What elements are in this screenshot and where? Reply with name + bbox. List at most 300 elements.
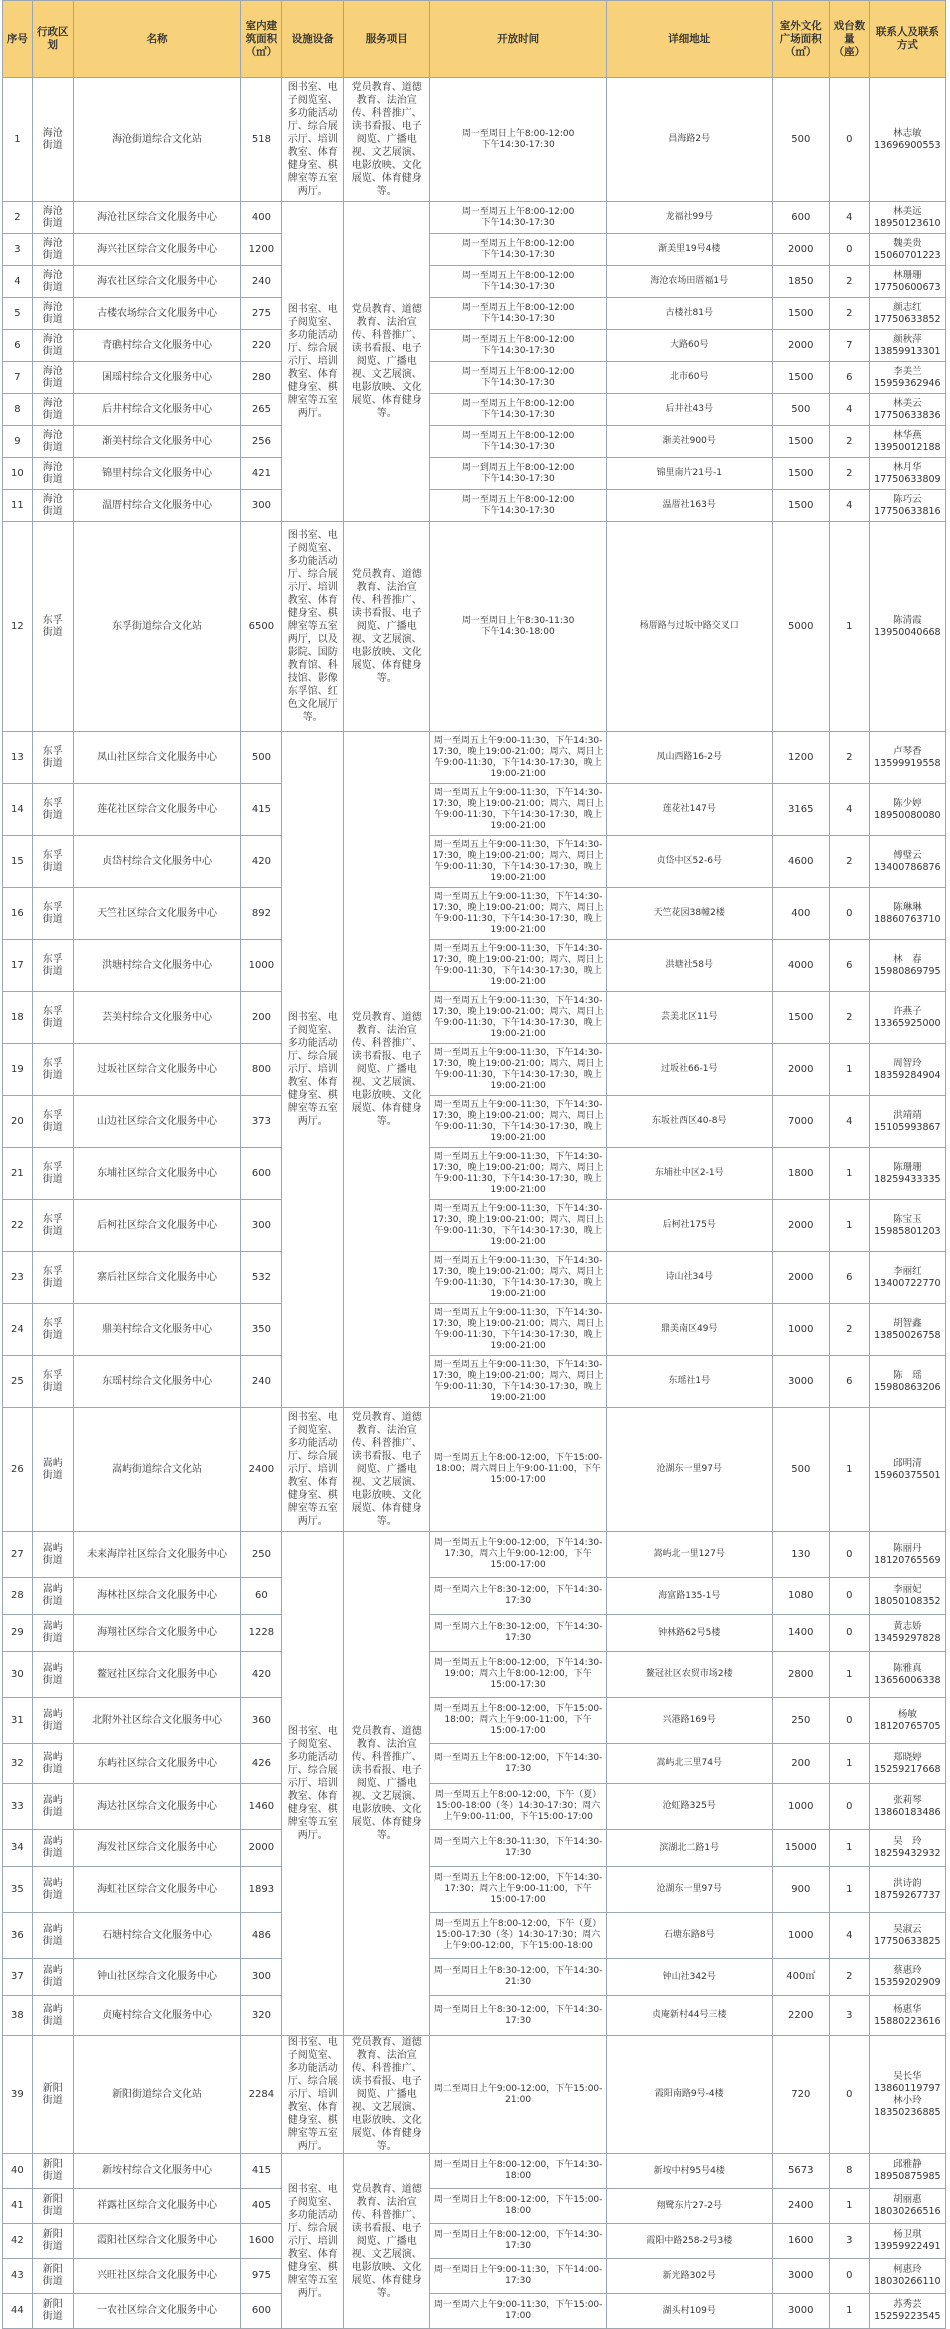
row-area: 嵩屿 街道: [32, 1408, 73, 1532]
row-number: 2: [3, 202, 33, 234]
row-address: 海富路135-1号: [606, 1578, 772, 1615]
row-address: 东埔社中区2-1号: [606, 1148, 772, 1200]
row-hours: 周一至周五上午8:00-12:00，下午（夏）15:00-17:30（冬）14:30-17:30；周六上午9:00-12:00，下午15:00-18:00: [430, 1913, 607, 1959]
table-row: [3, 1830, 946, 1867]
row-name: 温厝村综合文化服务中心: [73, 490, 241, 522]
row-number: 37: [3, 1959, 33, 1996]
row-contact: 林华燕 13950012188: [869, 426, 945, 458]
row-address: 锦里南片21号-1: [606, 458, 772, 490]
row-stage-count: 4: [829, 490, 869, 522]
row-name: 古楼农场综合文化服务中心: [73, 298, 241, 330]
row-contact: 苏秀芸 15259223545: [869, 2294, 945, 2329]
row-number: 11: [3, 490, 33, 522]
row-hours: 周一至周日上午8:00-12:00 下午14:30-17:30: [430, 78, 607, 202]
row-area: 东孚 街道: [32, 1356, 73, 1408]
row-name: 后柯社区综合文化服务中心: [73, 1200, 241, 1252]
row-stage-count: 1: [829, 1044, 869, 1096]
row-contact: 傅璧云 13400786876: [869, 836, 945, 888]
row-hours: 周一至周五上午8:00-12:00 下午14:30-17:30: [430, 394, 607, 426]
row-contact: 张莉琴 13860183486: [869, 1784, 945, 1830]
row-indoor-area: 405: [241, 2189, 282, 2224]
row-address: 东瑶社1号: [606, 1356, 772, 1408]
row-number: 13: [3, 732, 33, 784]
row-name: 莲花社区综合文化服务中心: [73, 784, 241, 836]
row-indoor-area: 420: [241, 1652, 282, 1698]
row-number: 9: [3, 426, 33, 458]
row-outdoor-area: 400㎡: [772, 1959, 829, 1996]
row-contact: 李美兰 15959362946: [869, 362, 945, 394]
row-indoor-area: 415: [241, 784, 282, 836]
row-stage-count: 2: [829, 732, 869, 784]
row-area: 东孚 街道: [32, 940, 73, 992]
row-hours: 周一至周五上午9:00-11:30，下午14:30-17:30，晚上19:00-21:00；周六、周日上午9:00-11:30，下午14:30-17:30，晚上19:00-21:00: [430, 1148, 607, 1200]
row-hours: 周一至周日上午8:30-11:30 下午14:30-18:00: [430, 522, 607, 732]
row-indoor-area: 486: [241, 1913, 282, 1959]
row-name: 祥露社区综合文化服务中心: [73, 2189, 241, 2224]
row-number: 7: [3, 362, 33, 394]
row-hours: 周一至周五上午9:00-11:30，下午14:30-17:30，晚上19:00-21:00；周六、周日上午9:00-11:30，下午14:30-17:30，晚上19:00-21:00: [430, 1044, 607, 1096]
row-address: 渐美社900号: [606, 426, 772, 458]
table-row: [3, 1304, 946, 1356]
row-number: 3: [3, 234, 33, 266]
table-row: [3, 1652, 946, 1698]
row-hours: 周一至周五上午9:00-11:30，下午14:30-17:30，晚上19:00-21:00；周六、周日上午9:00-11:30，下午14:30-17:30，晚上19:00-21:00: [430, 940, 607, 992]
row-contact: 邱雅静 18950875985: [869, 2154, 945, 2189]
row-number: 29: [3, 1615, 33, 1652]
row-area: 海沧 街道: [32, 362, 73, 394]
row-stage-count: 0: [829, 1698, 869, 1744]
table-row: [3, 522, 946, 732]
row-contact: 林志敏 13696900553: [869, 78, 945, 202]
row-number: 8: [3, 394, 33, 426]
row-area: 海沧 街道: [32, 426, 73, 458]
row-contact: 林美云 17750633836: [869, 394, 945, 426]
row-stage-count: 4: [829, 1913, 869, 1959]
row-area: 嵩屿 街道: [32, 1996, 73, 2036]
row-area: 新阳 街道: [32, 2259, 73, 2294]
row-name: 海虹社区综合文化服务中心: [73, 1867, 241, 1913]
row-stage-count: 0: [829, 1532, 869, 1578]
row-indoor-area: 360: [241, 1698, 282, 1744]
row-area: 嵩屿 街道: [32, 1830, 73, 1867]
culture-center-table: [2, 0, 946, 2329]
row-equipment: 图书室、电子阅览室、多功能活动厅、综合展示厅、培训教室、体育健身室、棋牌室等五室两厅。: [282, 1408, 344, 1532]
row-contact: 周智玲 18359284904: [869, 1044, 945, 1096]
table-row: [3, 1356, 946, 1408]
row-stage-count: 4: [829, 1096, 869, 1148]
row-area: 嵩屿 街道: [32, 1652, 73, 1698]
row-hours: 周一至周五上午9:00-12:00，下午14:30-17:30，周六上午9:00-12:00，下午15:00-17:00: [430, 1532, 607, 1578]
row-outdoor-area: 3000: [772, 1356, 829, 1408]
row-area: 东孚 街道: [32, 522, 73, 732]
row-indoor-area: 1228: [241, 1615, 282, 1652]
row-stage-count: 1: [829, 1744, 869, 1784]
row-number: 19: [3, 1044, 33, 1096]
table-row: [3, 2294, 946, 2329]
row-area: 海沧 街道: [32, 458, 73, 490]
row-outdoor-area: 500: [772, 78, 829, 202]
row-indoor-area: 300: [241, 1200, 282, 1252]
row-stage-count: 7: [829, 330, 869, 362]
row-area: 东孚 街道: [32, 992, 73, 1044]
row-address: 凤山西路16-2号: [606, 732, 772, 784]
row-outdoor-area: 3165: [772, 784, 829, 836]
row-outdoor-area: 4000: [772, 940, 829, 992]
row-stage-count: 0: [829, 78, 869, 202]
row-name: 海农社区综合文化服务中心: [73, 266, 241, 298]
row-area: 东孚 街道: [32, 1304, 73, 1356]
row-hours: 周一至周五上午8:00-12:00，下午14:30-17:30；周六上午9:00-11:00，下午15:00-17:00: [430, 1867, 607, 1913]
table-row: [3, 202, 946, 234]
row-stage-count: 0: [829, 2259, 869, 2294]
row-number: 34: [3, 1830, 33, 1867]
row-outdoor-area: 3000: [772, 2259, 829, 2294]
row-hours: 周一至周五上午8:00-12:00，下午15:00-18:00；周六周日上午9:00-11:00，下午15:00-17:00: [430, 1408, 607, 1532]
row-name: 海翔社区综合文化服务中心: [73, 1615, 241, 1652]
row-name: 石塘村综合文化服务中心: [73, 1913, 241, 1959]
row-address: 海沧农场田厝福1号: [606, 266, 772, 298]
row-address: 东坂社西区40-8号: [606, 1096, 772, 1148]
table-row: [3, 1913, 946, 1959]
row-hours: 周一至周五上午9:00-11:30，下午14:30-17:30，晚上19:00-21:00；周六、周日上午9:00-11:30，下午14:30-17:30，晚上19:00-21:00: [430, 784, 607, 836]
row-number: 23: [3, 1252, 33, 1304]
row-area: 新阳 街道: [32, 2036, 73, 2154]
row-indoor-area: 415: [241, 2154, 282, 2189]
row-stage-count: 0: [829, 234, 869, 266]
row-number: 44: [3, 2294, 33, 2329]
table-row: [3, 78, 946, 202]
row-hours: 周一至周五上午9:00-11:30，下午14:30-17:30，晚上19:00-21:00；周六、周日上午9:00-11:30，下午14:30-17:30，晚上19:00-21:00: [430, 1200, 607, 1252]
row-hours: 周一至周五上午9:00-11:30，下午14:30-17:30，晚上19:00-21:00；周六、周日上午9:00-11:30，下午14:30-17:30，晚上19:00-21:00: [430, 1304, 607, 1356]
table-row: [3, 2189, 946, 2224]
row-name: 新阳街道综合文化站: [73, 2036, 241, 2154]
row-outdoor-area: 720: [772, 2036, 829, 2154]
row-stage-count: 2: [829, 992, 869, 1044]
table-row: [3, 266, 946, 298]
row-outdoor-area: 1080: [772, 1578, 829, 1615]
row-services: 党员教育、道德教育、法治宣传、科普推广、读书看报、电子阅览、广播电视、文艺展演、电影放映、文化展览、体育健身等。: [344, 522, 430, 732]
table-row: [3, 1096, 946, 1148]
row-area: 嵩屿 街道: [32, 1913, 73, 1959]
row-area: 海沧 街道: [32, 78, 73, 202]
row-indoor-area: 1893: [241, 1867, 282, 1913]
row-outdoor-area: 200: [772, 1744, 829, 1784]
row-indoor-area: 220: [241, 330, 282, 362]
table-row: [3, 940, 946, 992]
row-stage-count: 2: [829, 1304, 869, 1356]
row-hours: 周一至周五上午8:00-12:00，下午14:30-19:00；周六上午8:00-12:00，下午15:00-17:30: [430, 1652, 607, 1698]
row-outdoor-area: 400: [772, 888, 829, 940]
row-area: 东孚 街道: [32, 1200, 73, 1252]
row-contact: 杨敏 18120765705: [869, 1698, 945, 1744]
row-hours: 周一至周五上午8:00-12:00 下午14:30-17:30: [430, 298, 607, 330]
table-row: [3, 2036, 946, 2154]
row-stage-count: 4: [829, 202, 869, 234]
row-name: 鳌冠社区综合文化服务中心: [73, 1652, 241, 1698]
table-row: [3, 1578, 946, 1615]
row-contact: 洪诗韵 18759267737: [869, 1867, 945, 1913]
row-name: 嵩屿街道综合文化站: [73, 1408, 241, 1532]
row-address: 温厝社163号: [606, 490, 772, 522]
row-name: 未来海岸社区综合文化服务中心: [73, 1532, 241, 1578]
row-number: 35: [3, 1867, 33, 1913]
row-hours: 周一至周五上午8:00-12:00 下午14:30-17:30: [430, 266, 607, 298]
row-area: 海沧 街道: [32, 234, 73, 266]
table-row: [3, 234, 946, 266]
table-row: [3, 1959, 946, 1996]
row-services: 党员教育、道德教育、法治宣传、科普推广、读书看报、电子阅览、广播电视、文艺展演、电影放映、文化展览、体育健身等。: [344, 2154, 430, 2329]
row-stage-count: 4: [829, 394, 869, 426]
row-indoor-area: 275: [241, 298, 282, 330]
row-address: 北市60号: [606, 362, 772, 394]
row-contact: 杨惠华 15880223616: [869, 1996, 945, 2036]
row-hours: 周一至周五上午9:00-11:30，下午14:30-17:30，晚上19:00-21:00；周六、周日上午9:00-11:30，下午14:30-17:30，晚上19:00-21:00: [430, 1356, 607, 1408]
row-indoor-area: 60: [241, 1578, 282, 1615]
row-name: 青礁村综合文化服务中心: [73, 330, 241, 362]
row-area: 新阳 街道: [32, 2189, 73, 2224]
row-outdoor-area: 5673: [772, 2154, 829, 2189]
header-stage-count: 戏台数量（座）: [829, 1, 869, 78]
row-name: 洪塘村综合文化服务中心: [73, 940, 241, 992]
row-stage-count: 0: [829, 1615, 869, 1652]
table-body: [3, 78, 946, 2329]
header-area: 行政区划: [32, 1, 73, 78]
row-address: 嵩屿北三里74号: [606, 1744, 772, 1784]
row-services: 党员教育、道德教育、法治宣传、科普推广、读书看报、电子阅览、广播电视、文艺展演、电影放映、文化展览、体育健身等。: [344, 1408, 430, 1532]
row-contact: 黄志娇 13459297828: [869, 1615, 945, 1652]
row-contact: 颜志红 17750633852: [869, 298, 945, 330]
row-hours: 周一至周五上午8:00-12:00 下午14:30-17:30: [430, 234, 607, 266]
row-indoor-area: 532: [241, 1252, 282, 1304]
table-row: [3, 2224, 946, 2259]
row-contact: 柯惠玲 18030266110: [869, 2259, 945, 2294]
row-area: 海沧 街道: [32, 298, 73, 330]
row-stage-count: 3: [829, 2224, 869, 2259]
row-hours: 周一至周六上午8:30-12:00，下午14:30-17:30: [430, 1578, 607, 1615]
row-area: 新阳 街道: [32, 2294, 73, 2329]
row-outdoor-area: 2000: [772, 1252, 829, 1304]
row-area: 嵩屿 街道: [32, 1784, 73, 1830]
row-number: 12: [3, 522, 33, 732]
row-address: 贞岱中区52-6号: [606, 836, 772, 888]
table-row: [3, 1200, 946, 1252]
table-row: [3, 1532, 946, 1578]
row-address: 石塘东路8号: [606, 1913, 772, 1959]
row-contact: 林珊珊 17750600673: [869, 266, 945, 298]
row-number: 10: [3, 458, 33, 490]
row-area: 海沧 街道: [32, 330, 73, 362]
row-area: 新阳 街道: [32, 2224, 73, 2259]
row-name: 东瑶村综合文化服务中心: [73, 1356, 241, 1408]
row-outdoor-area: 4600: [772, 836, 829, 888]
table-row: [3, 1698, 946, 1744]
row-address: 滨湖北二路1号: [606, 1830, 772, 1867]
row-outdoor-area: 1500: [772, 458, 829, 490]
row-hours: 周一至周日上午9:00-11:30，下午14:00-17:30: [430, 2259, 607, 2294]
row-area: 东孚 街道: [32, 732, 73, 784]
row-stage-count: 1: [829, 2294, 869, 2329]
row-name: 霞阳社区综合文化服务中心: [73, 2224, 241, 2259]
row-name: 东孚街道综合文化站: [73, 522, 241, 732]
table-row: [3, 888, 946, 940]
row-hours: 周一至周五上午8:00-12:00 下午14:30-17:30: [430, 426, 607, 458]
row-address: 钟林路62号5楼: [606, 1615, 772, 1652]
row-contact: 陈巧云 17750633816: [869, 490, 945, 522]
row-outdoor-area: 1000: [772, 1784, 829, 1830]
row-stage-count: 2: [829, 836, 869, 888]
row-outdoor-area: 1000: [772, 1304, 829, 1356]
table-row: [3, 330, 946, 362]
row-outdoor-area: 2000: [772, 1200, 829, 1252]
row-number: 42: [3, 2224, 33, 2259]
row-outdoor-area: 250: [772, 1698, 829, 1744]
row-stage-count: 0: [829, 2036, 869, 2154]
row-indoor-area: 373: [241, 1096, 282, 1148]
row-indoor-area: 280: [241, 362, 282, 394]
row-area: 嵩屿 街道: [32, 1698, 73, 1744]
row-outdoor-area: 1500: [772, 298, 829, 330]
row-contact: 李丽妃 18050108352: [869, 1578, 945, 1615]
row-outdoor-area: 15000: [772, 1830, 829, 1867]
row-address: 后井社43号: [606, 394, 772, 426]
row-stage-count: 1: [829, 1652, 869, 1698]
row-name: 贞岱村综合文化服务中心: [73, 836, 241, 888]
row-address: 沧虹路325号: [606, 1784, 772, 1830]
row-name: 海兴社区综合文化服务中心: [73, 234, 241, 266]
row-area: 海沧 街道: [32, 266, 73, 298]
row-hours: 周一至周五上午8:00-12:00，下午15:00-18:00；周六上午9:00-11:00，下午15:00-17:00: [430, 1698, 607, 1744]
row-stage-count: 3: [829, 1996, 869, 2036]
row-name: 海发社区综合文化服务中心: [73, 1830, 241, 1867]
row-indoor-area: 600: [241, 1148, 282, 1200]
row-address: 贞庵新村44号三楼: [606, 1996, 772, 2036]
row-address: 鳌冠社区农贸市场2楼: [606, 1652, 772, 1698]
header-name: 名称: [73, 1, 241, 78]
row-stage-count: 2: [829, 458, 869, 490]
row-address: 芸美北区11号: [606, 992, 772, 1044]
row-outdoor-area: 2400: [772, 2189, 829, 2224]
row-indoor-area: 420: [241, 836, 282, 888]
row-contact: 陈 瑶 15980863206: [869, 1356, 945, 1408]
row-name: 囷瑶村综合文化服务中心: [73, 362, 241, 394]
table-row: [3, 362, 946, 394]
row-outdoor-area: 2000: [772, 330, 829, 362]
row-hours: 周一至周日上午8:00-12:00，下午15:00-18:00: [430, 2189, 607, 2224]
row-area: 海沧 街道: [32, 202, 73, 234]
table-row: [3, 992, 946, 1044]
row-address: 兴港路169号: [606, 1698, 772, 1744]
row-hours: 周一至周日上午8:00-12:00，下午14:30-17:30: [430, 2224, 607, 2259]
table-row: [3, 1615, 946, 1652]
row-address: 渐美里19号4楼: [606, 234, 772, 266]
row-number: 16: [3, 888, 33, 940]
row-name: 贞庵村综合文化服务中心: [73, 1996, 241, 2036]
row-name: 凤山社区综合文化服务中心: [73, 732, 241, 784]
row-number: 22: [3, 1200, 33, 1252]
row-number: 26: [3, 1408, 33, 1532]
row-outdoor-area: 600: [772, 202, 829, 234]
row-area: 嵩屿 街道: [32, 1744, 73, 1784]
row-contact: 陈丽丹 18120765569: [869, 1532, 945, 1578]
row-address: 莲花社147号: [606, 784, 772, 836]
row-number: 32: [3, 1744, 33, 1784]
row-hours: 周二至周日上午9:00-12:00，下午15:00-21:00: [430, 2036, 607, 2154]
row-hours: 周一至周五上午8:00-12:00，下午14:30-17:30: [430, 1744, 607, 1784]
row-number: 40: [3, 2154, 33, 2189]
row-hours: 周一至周五上午8:00-12:00，下午（夏）15:00-18:00（冬）14:30-17:30；周六上午9:00-11:00，下午15:00-17:00: [430, 1784, 607, 1830]
row-stage-count: 1: [829, 1867, 869, 1913]
row-hours: 周一至周日上午8:30-12:00，下午14:30-21:30: [430, 1959, 607, 1996]
row-contact: 吴淑云 17750633825: [869, 1913, 945, 1959]
row-number: 30: [3, 1652, 33, 1698]
row-outdoor-area: 2000: [772, 1044, 829, 1096]
row-contact: 胡智鑫 13850026758: [869, 1304, 945, 1356]
row-stage-count: 6: [829, 362, 869, 394]
row-contact: 蔡惠玲 15359202909: [869, 1959, 945, 1996]
row-outdoor-area: 1400: [772, 1615, 829, 1652]
row-stage-count: 6: [829, 940, 869, 992]
row-contact: 吴 玲 18259432932: [869, 1830, 945, 1867]
row-services: 党员教育、道德教育、法治宣传、科普推广、读书看报、电子阅览、广播电视、文艺展演、电影放映、文化展览、体育健身等。: [344, 2036, 430, 2154]
row-contact: 林美远 18950123610: [869, 202, 945, 234]
table-row: [3, 458, 946, 490]
table-row: [3, 394, 946, 426]
row-number: 41: [3, 2189, 33, 2224]
row-area: 东孚 街道: [32, 888, 73, 940]
row-area: 东孚 街道: [32, 784, 73, 836]
row-hours: 周一至周五上午8:00-12:00 下午14:30-17:30: [430, 362, 607, 394]
row-stage-count: 6: [829, 1356, 869, 1408]
row-number: 38: [3, 1996, 33, 2036]
table-row: [3, 1148, 946, 1200]
row-number: 25: [3, 1356, 33, 1408]
table-row: [3, 426, 946, 458]
row-address: 昌海路2号: [606, 78, 772, 202]
row-address: 后柯社175号: [606, 1200, 772, 1252]
row-number: 33: [3, 1784, 33, 1830]
row-name: 钟山社区综合文化服务中心: [73, 1959, 241, 1996]
row-number: 21: [3, 1148, 33, 1200]
row-indoor-area: 1000: [241, 940, 282, 992]
row-outdoor-area: 5000: [772, 522, 829, 732]
row-number: 39: [3, 2036, 33, 2154]
row-address: 天竺花园38幢2楼: [606, 888, 772, 940]
row-outdoor-area: 1000: [772, 1913, 829, 1959]
row-services: 党员教育、道德教育、法治宣传、科普推广、读书看报、电子阅览、广播电视、文艺展演、电影放映、文化展览、体育健身等。: [344, 78, 430, 202]
row-area: 东孚 街道: [32, 836, 73, 888]
row-area: 嵩屿 街道: [32, 1578, 73, 1615]
row-contact: 陈宝玉 15985801203: [869, 1200, 945, 1252]
row-hours: 周一至周六上午8:30-12:00，下午14:30-17:30: [430, 1615, 607, 1652]
row-address: 新光路302号: [606, 2259, 772, 2294]
row-contact: 陈雅真 13656006338: [869, 1652, 945, 1698]
row-indoor-area: 500: [241, 732, 282, 784]
row-indoor-area: 975: [241, 2259, 282, 2294]
row-outdoor-area: 1500: [772, 992, 829, 1044]
row-stage-count: 6: [829, 1252, 869, 1304]
row-area: 嵩屿 街道: [32, 1532, 73, 1578]
row-outdoor-area: 2800: [772, 1652, 829, 1698]
row-stage-count: 1: [829, 522, 869, 732]
row-outdoor-area: 1800: [772, 1148, 829, 1200]
row-equipment: 图书室、电子阅览室、多功能活动厅、综合展示厅、培训教室、体育健身室、棋牌室等五室两厅。: [282, 732, 344, 1408]
row-outdoor-area: 1500: [772, 426, 829, 458]
row-address: 沧湖东一里97号: [606, 1867, 772, 1913]
row-stage-count: 0: [829, 1784, 869, 1830]
table-row: [3, 1867, 946, 1913]
table-row: [3, 298, 946, 330]
row-stage-count: 2: [829, 266, 869, 298]
